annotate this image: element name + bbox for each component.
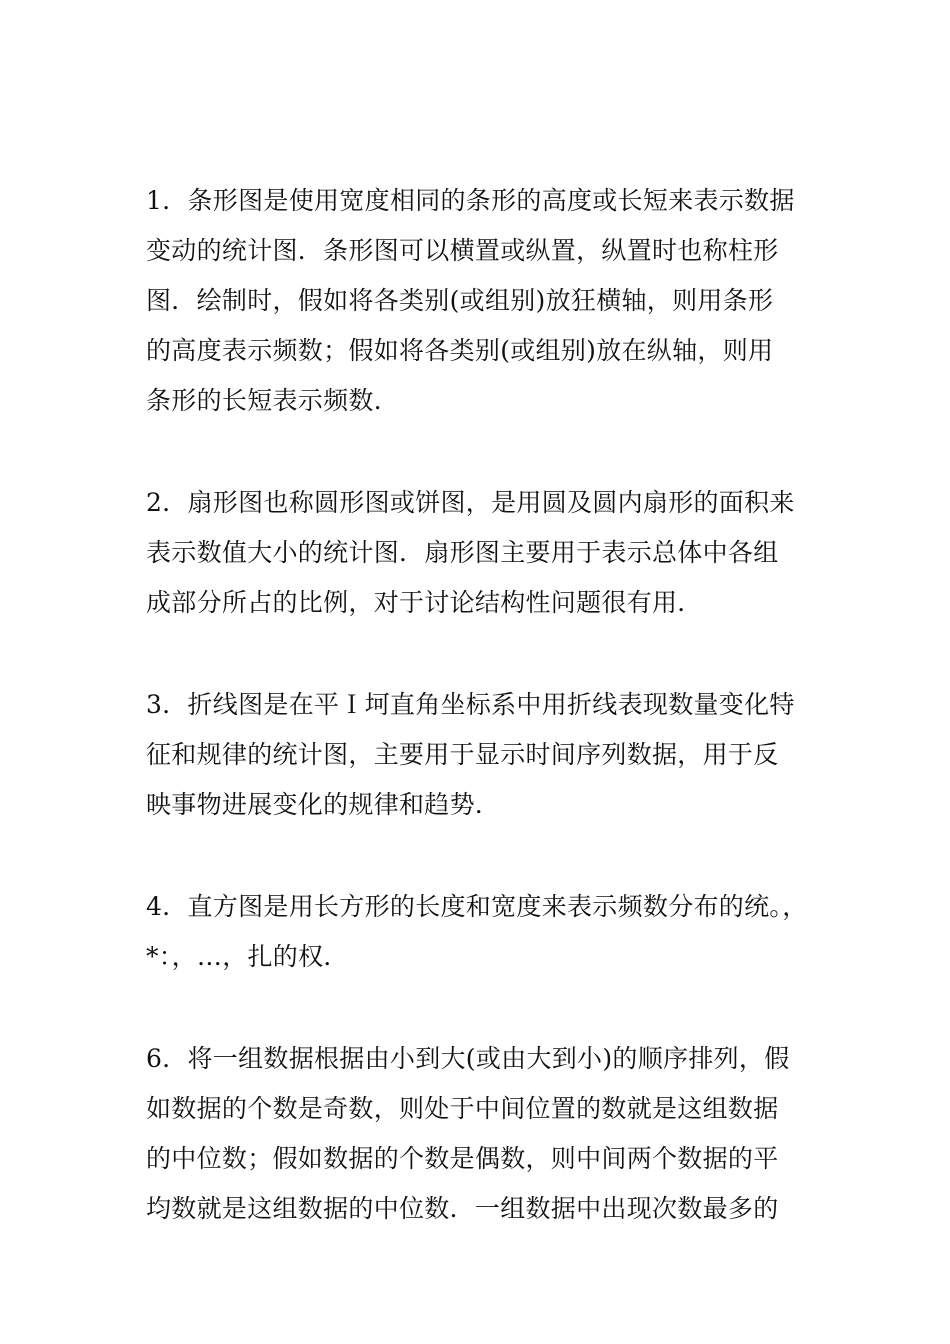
text-line: 的中位数；假如数据的个数是偶数，则中间两个数据的平 bbox=[146, 1144, 779, 1173]
paragraph-histogram bbox=[146, 882, 816, 982]
text-line: 4．直方图是用长方形的长度和宽度来表示频数分布的统。， bbox=[146, 892, 808, 921]
text-line: 条形的长短表示频数． bbox=[146, 386, 400, 415]
paragraph-median bbox=[146, 1034, 816, 1234]
text-line: 成部分所占的比例，对于讨论结构性问题很有用． bbox=[146, 588, 703, 617]
text-line: 表示数值大小的统计图．扇形图主要用于表示总体中各组 bbox=[146, 538, 779, 567]
text-line: 的高度表示频数；假如将各类别(或组别)放在纵轴，则用 bbox=[146, 336, 774, 365]
text-line: 变动的统计图．条形图可以横置或纵置，纵置时也称柱形 bbox=[146, 236, 779, 265]
text-line: 征和规律的统计图，主要用于显示时间序列数据，用于反 bbox=[146, 740, 779, 769]
text-line: *：，…，扎的权． bbox=[146, 942, 349, 971]
document-body bbox=[146, 176, 816, 1286]
text-line: 如数据的个数是奇数，则处于中间位置的数就是这组数据 bbox=[146, 1094, 779, 1123]
text-line: 1．条形图是使用宽度相同的条形的高度或长短来表示数据 bbox=[146, 186, 795, 215]
text-line: 均数就是这组数据的中位数．一组数据中出现次数最多的 bbox=[146, 1194, 779, 1223]
text-line: 映事物进展变化的规律和趋势． bbox=[146, 790, 501, 819]
text-line: 2．扇形图也称圆形图或饼图，是用圆及圆内扇形的面积来 bbox=[146, 488, 795, 517]
text-line: 3．折线图是在平Ｉ坷直角坐标系中用折线表现数量变化特 bbox=[146, 690, 795, 719]
text-line: 图．绘制时，假如将各类别(或组别)放狂横轴，则用条形 bbox=[146, 286, 774, 315]
paragraph-bar-chart bbox=[146, 176, 816, 426]
text-line: 6．将一组数据根据由小到大(或由大到小)的顺序排列，假 bbox=[146, 1044, 790, 1073]
paragraph-pie-chart bbox=[146, 478, 816, 628]
paragraph-line-chart bbox=[146, 680, 816, 830]
